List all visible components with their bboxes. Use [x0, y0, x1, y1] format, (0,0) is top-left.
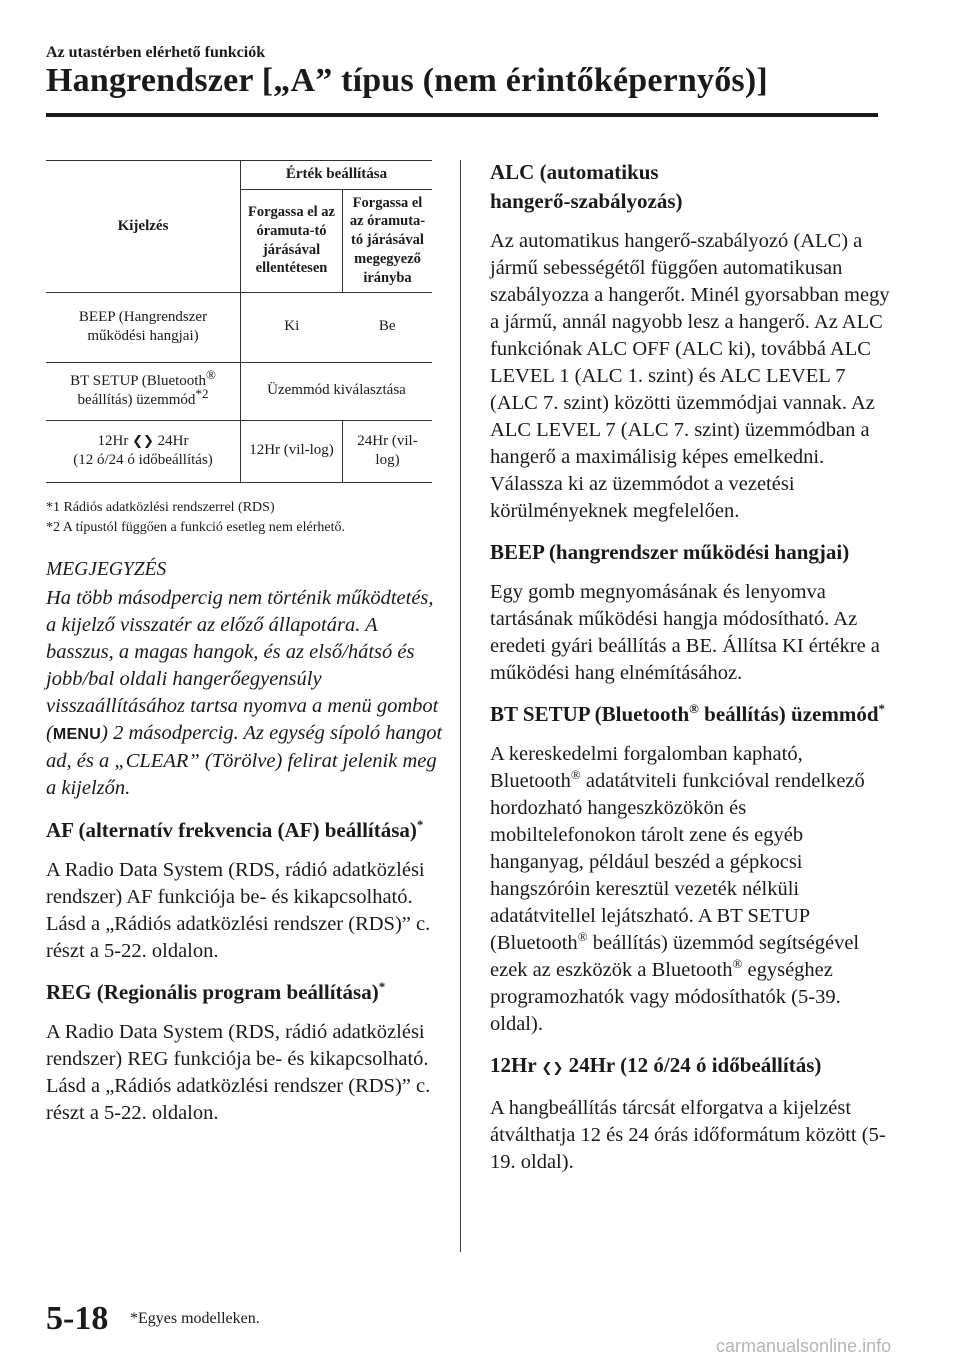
bt-heading: BT SETUP (Bluetooth® beállítás) üzemmód* [490, 701, 886, 726]
table-row [46, 362, 432, 420]
column-divider [460, 160, 461, 1252]
footnote: *2 A típustól függően a funkció esetleg nem elérhető. [46, 520, 345, 535]
note-heading: MEGJEGYZÉS [46, 559, 167, 580]
bt-label-a: BT SETUP (Bluetooth [70, 372, 206, 389]
clock-label-b: 24Hr [157, 432, 189, 449]
table-cell-cw: 24Hr (vil-log) [343, 420, 433, 482]
table-header-cw: Forgassa el az óramuta-tó járásával megegyező irányba [343, 189, 433, 292]
table-cell-ccw: 12Hr (vil-log) [241, 420, 343, 482]
clock-paragraph: A hangbeállítás tárcsát elforgatva a kijelzést átválthatja 12 és 24 órás időformátum között (5-19. oldal). [490, 1097, 886, 1173]
footer-note: *Egyes modelleken. [130, 1310, 260, 1327]
registered-mark: ® [205, 366, 216, 382]
bt-paragraph: A kereskedelmi forgalomban kapható, Bluetooth® adatátviteli funkcióval rendelkező hordozható hangeszközökön és mobiltelefonokon tárolt zene és egyéb hanganyag, például beszéd a gépkocsi hangszóróin keresztül vezeték nélküli adatátvitellel lejátszható. A BT SETUP (Bluetooth® beállítás) üzemmód segítségével ezek az eszközök a Bluetooth® egységhez programozhatók vagy módosíthatók (5-39. oldal). [490, 743, 865, 1035]
footnotes [46, 498, 446, 538]
table-header-ertek: Érték beállítása [241, 161, 433, 190]
table-row [46, 292, 432, 362]
table-cell-label [46, 362, 241, 420]
table-header-ccw: Forgassa el az óramuta-tó járásával ellentétesen [241, 189, 343, 292]
af-heading: AF (alternatív frekvencia (AF) beállítása)* [46, 817, 424, 842]
clock-heading: 12Hr ❮❯ 24Hr (12 ó/24 ó időbeállítás) [490, 1053, 822, 1077]
beep-heading: BEEP (hangrendszer működési hangjai) [490, 540, 850, 564]
table-cell-merged: Üzemmód kiválasztása [241, 362, 433, 420]
bt-label-b: beállítás) üzemmód [77, 392, 196, 409]
watermark: carmanualsonline.info [716, 1336, 892, 1356]
table-cell-label [46, 420, 241, 482]
table-cell-cw: Be [343, 292, 433, 362]
chevron-left-icon: ❮ [132, 433, 143, 449]
section-header: Az utastérben elérhető funkciók [46, 44, 266, 61]
reg-reference: Lásd a „Rádiós adatközlési rendszer (RDS)” c. részt a 5-22. oldalon. [46, 1075, 431, 1124]
af-reference: Lásd a „Rádiós adatközlési rendszer (RDS)” c. részt a 5-22. oldalon. [46, 913, 431, 962]
table-header-kijelzes: Kijelzés [46, 161, 241, 293]
chevron-right-icon: ❯ [552, 1061, 564, 1076]
clock-label-c: (12 ó/24 ó időbeállítás) [73, 452, 213, 469]
footnote: *1 Rádiós adatközlési rendszerrel (RDS) [46, 500, 275, 515]
right-column [490, 158, 890, 1189]
page-number: 5-18 [46, 1300, 109, 1337]
beep-paragraph: Egy gomb megnyomásának és lenyomva tartásának működési hangja módosítható. Az eredeti gyári beállítás a BE. Állítsa KI értékre a működési hang elnémításához. [490, 581, 880, 684]
table-row [46, 420, 432, 482]
note-text: Ha több másodpercig nem történik működtetés, a kijelző visszatér az előző állapotára. A basszus, a magas hangok, és az első/hátsó és jobb/bal oldali hangerőegyensúly visszaállításához tartsa nyomva a menü gombot (MENU) 2 másodpercig. Az egység sípoló hangot ad, és a „CLEAR” (Törölve) felirat jelenik meg a kijelzőn. [46, 587, 443, 799]
menu-button-icon: MENU [52, 726, 102, 743]
af-paragraph: A Radio Data System (RDS, rádió adatközlési rendszer) AF funkciója be- és kikapcsolható. [46, 859, 425, 908]
header-rule [46, 113, 878, 117]
page-title: Hangrendszer [„A” típus (nem érintőképernyős)] [46, 62, 768, 99]
chevron-left-icon: ❮ [541, 1061, 553, 1076]
clock-label-a: 12Hr [97, 432, 129, 449]
footnote-ref: *2 [195, 386, 209, 402]
table-cell-ccw: Ki [241, 292, 343, 362]
reg-heading: REG (Regionális program beállítása)* [46, 979, 386, 1004]
chevron-right-icon: ❯ [143, 433, 154, 449]
alc-paragraph: Az automatikus hangerő-szabályozó (ALC) a jármű sebességétől függően automatikusan szabályozza a hangerőt. Minél gyorsabban megy a jármű, annál nagyobb lesz a hangerő. Az ALC funkciónak ALC OFF (ALC ki), továbbá ALC LEVEL 1 (ALC 1. szint) és ALC LEVEL 7 (ALC 7. szint) közötti üzemmódjai vannak. Az ALC LEVEL 7 (ALC 7. szint) üzemmódban a hangerő a maximálisig képes emelkedni. Válassza ki az üzemmódot a vezetési körülményeknek megfelelően. [490, 230, 890, 522]
settings-table [46, 160, 432, 483]
left-column [46, 556, 446, 1140]
reg-paragraph: A Radio Data System (RDS, rádió adatközlési rendszer) REG funkciója be- és kikapcsolható. [46, 1021, 429, 1070]
alc-heading: ALC (automatikus hangerő-szabályozás) [490, 160, 683, 213]
table-cell-label: BEEP (Hangrendszer működési hangjai) [46, 292, 241, 362]
